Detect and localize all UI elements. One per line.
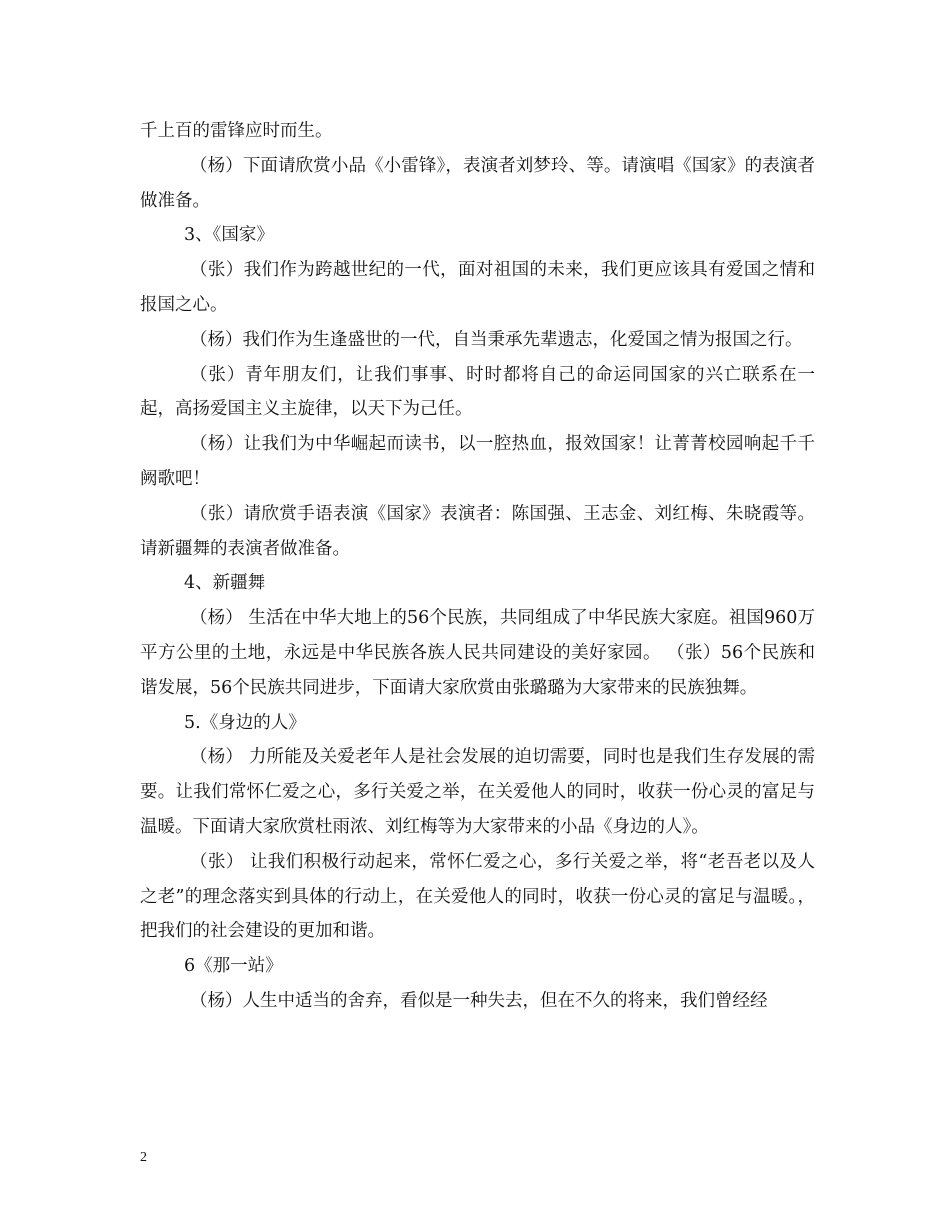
section-heading-3: 3、《国家》 (184, 225, 274, 246)
section-heading-5: 5.《身边的人》 (184, 712, 306, 733)
document-body (140, 114, 815, 1019)
paragraph-4: （张）我们作为跨越世纪的一代，面对祖国的未来，我们更应该具有爱国之情和报国之心。 (140, 260, 815, 315)
section-heading-4: 4、新疆舞 (184, 573, 266, 594)
paragraph-8: （张）请欣赏手语表演《国家》表演者：陈国强、王志金、刘红梅、朱晓霞等。请新疆舞的表演者做准备。 (140, 503, 815, 559)
paragraph-10: （杨） 生活在中华大地上的56个民族，共同组成了中华民族大家庭。祖国960万平方公里的土地，永远是中华民族各族人民共同建设的美好家园。 （张）56个民族和谐发展，56个民族共同进步，下面请大家欣赏由张璐璐为大家带来的民族独舞。 (140, 608, 815, 698)
paragraph-13: （张） 让我们积极行动起来，常怀仁爱之心，多行关爱之举，将“老吾老以及人之老”的理念落实到具体的行动上，在关爱他人的同时，收获一份心灵的富足与温暖。，把我们的社会建设的更加和谐。 (140, 851, 815, 942)
section-heading-6: 6《那一站》 (184, 956, 283, 977)
paragraph-15: （杨）人生中适当的舍弃，看似是一种失去，但在不久的将来，我们曾经经 (190, 990, 768, 1011)
paragraph-2: （杨）下面请欣赏小品《小雷锋》，表演者刘梦玲、等。请演唱《国家》的表演者做准备。 (140, 155, 815, 211)
paragraph-7: （杨）让我们为中华崛起而读书，以一腔热血，报效国家！让菁菁校园响起千千阙歌吧！ (140, 434, 815, 489)
page-number: 2 (140, 1150, 147, 1165)
paragraph-12: （杨） 力所能及关爱老年人是社会发展的迫切需要，同时也是我们生存发展的需要。让我们常怀仁爱之心，多行关爱之举，在关爱他人的同时，收获一份心灵的富足与温暖。下面请大家欣赏杜雨浓、刘红梅等为大家带来的小品《身边的人》。 (140, 747, 815, 837)
paragraph-6: （张）青年朋友们，让我们事事、时时都将自己的命运同国家的兴亡联系在一起，高扬爱国主义主旋律，以天下为己任。 (140, 364, 815, 420)
paragraph-5: （杨）我们作为生逢盛世的一代，自当秉承先辈遗志，化爱国之情为报国之行。 (190, 329, 803, 350)
paragraph-1: 千上百的雷锋应时而生。 (140, 121, 333, 141)
